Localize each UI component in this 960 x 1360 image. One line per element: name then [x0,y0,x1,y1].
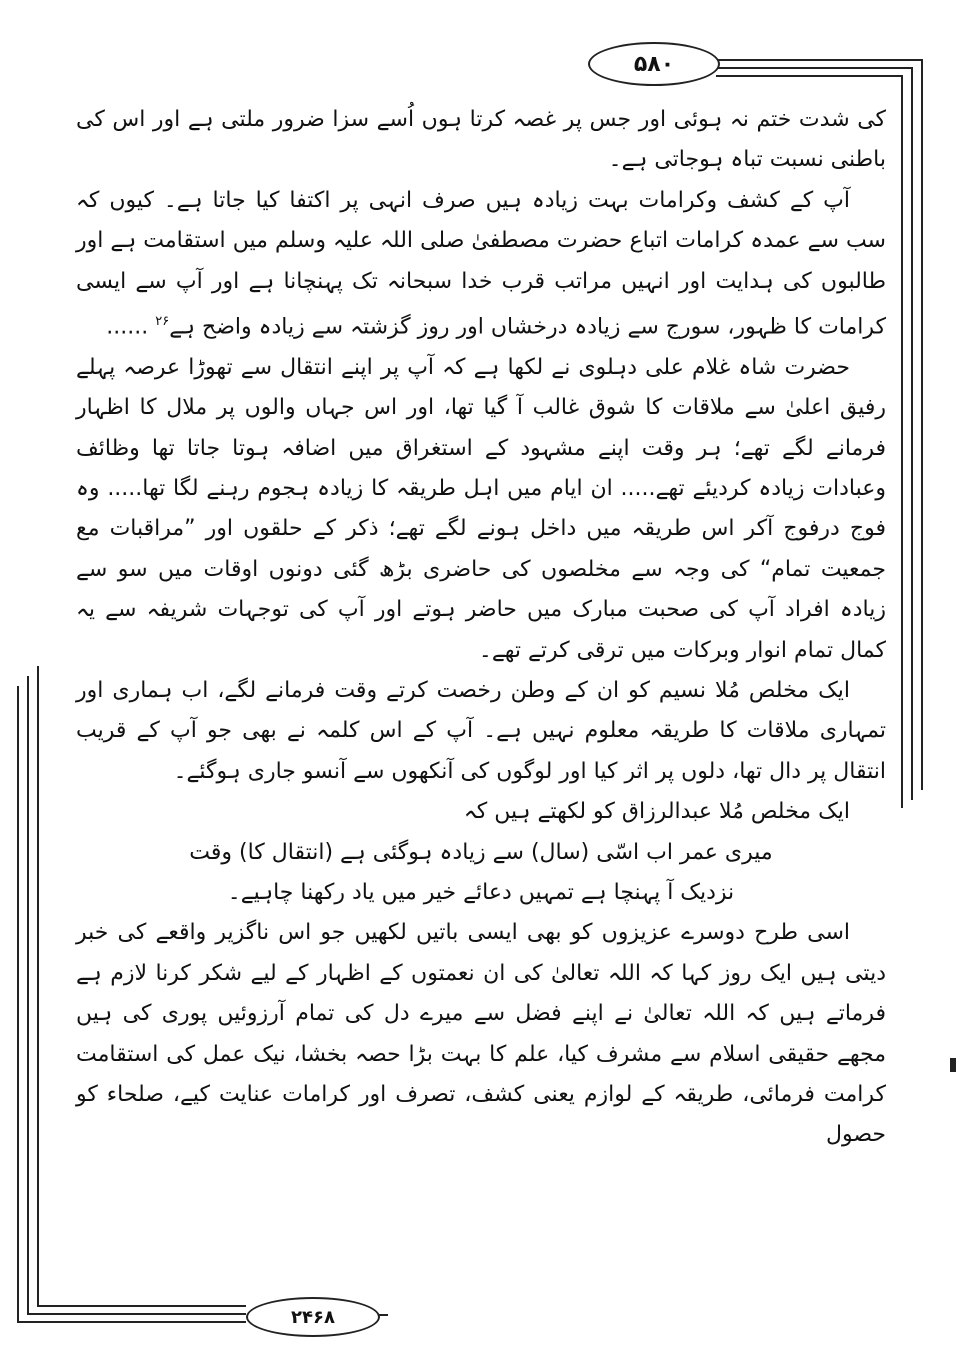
quote-line-2: نزدیک آ پہنچا ہے تمہیں دعائے خیر میں یاد رکھنا چاہیے۔ [227,880,735,906]
paragraph-shah-ghulam-ali: حضرت شاہ غلام علی دہلوی نے لکھا ہے کہ آپ پر اپنے انتقال سے تھوڑا عرصہ پہلے رفیق اعلیٰ سے ملاقات کا شوق غالب آ گیا تھا، اور اس جہاں والوں پر ملال کا اظہار فرمانے لگے تھے؛ ہر وقت اپنے مشہود کے استغراق میں اضافہ ہوتا جاتا تھا وظائف وعبادات زیادہ کردیئے تھے..... ان ایام میں اہل طریقہ کا زیادہ ہجوم رہنے لگا تھا..... وہ فوج درفوج آکر اس طریقہ میں داخل ہونے لگے تھے؛ ذکر کے حلقوں اور ”مراقبات مع جمعیت تمام“ کی وجہ سے مخلصوں کی حاضری بڑھ گئی دونوں اوقات میں سو سے زیادہ افراد آپ کی صحبت مبارک میں حاضر ہوتے اور آپ کی توجہات شریفہ سے یہ کمال تمام انوار وبرکات میں ترقی کرتے تھے۔ [76,354,886,663]
paragraph-karamat [76,181,886,348]
page-number-bottom: ۲۴۶۸ [246,1297,380,1337]
quote-line-1: میری عمر اب اسّی (سال) سے زیادہ ہوگئی ہے (انتقال کا) وقت [189,839,773,865]
paragraph-other-relatives: اسی طرح دوسرے عزیزوں کو بھی ایسی باتیں لکھیں جو اس ناگزیر واقعے کی خبر دیتی ہیں ایک روز کہا کہ اللہ تعالیٰ کی ان نعمتوں کے اظہار کے لیے شکر کرنا لازم ہے فرماتے ہیں کہ اللہ تعالیٰ نے اپنے فضل سے میرے دل کی تمام آرزوئیں پوری کی ہیں مجھے حقیقی اسلام سے مشرف کیا، علم کا بہت بڑا حصہ بخشا، نیک عمل کی استقامت کرامت فرمائی، طریقہ کے لوازم یعنی کشف، تصرف اور کرامات عنایت کیے، صلحاء کو حصول [76,920,886,1148]
document-body [76,100,886,1260]
footnote-reference: ۲۶ [155,314,170,330]
paragraph-karamat-text: آپ کے کشف وکرامات بہت زیادہ ہیں صرف انہی پر اکتفا کیا جاتا ہے۔ کیوں کہ سب سے عمدہ کرامات اتباع حضرت مصطفیٰ صلی اللہ علیہ وسلم میں استقامت ہے اور طالبوں کی ہدایت اور انہیں مراتب قرب خدا سبحانہ تک پہنچانا ہے اور آپ سے ایسی کرامات کا ظہور، سورج سے زیادہ درخشاں اور روز گزشتہ سے زیادہ واضح ہے [76,187,886,340]
page-number-top: ۵۸۰ [588,42,720,86]
paragraph-continuation: کی شدت ختم نہ ہوئی اور جس پر غصہ کرتا ہوں اُسے سزا ضرور ملتی ہے اور اس کی باطنی نسبت تباہ ہوجاتی ہے۔ [76,107,886,173]
ellipsis: ...... [106,314,149,340]
paragraph-mulla-naseem: ایک مخلص مُلا نسیم کو ان کے وطن رخصت کرتے وقت فرمانے لگے، اب ہماری اور تمہاری ملاقات کا طریقہ معلوم نہیں ہے۔ آپ کے اس کلمہ نے بھی جو آپ کے قریب انتقال پر دال تھا، دلوں پر اثر کیا اور لوگوں کی آنکھوں سے آنسو جاری ہوگئے۔ [76,678,886,784]
margin-mark [950,1058,956,1072]
paragraph-abdul-razzaq-intro: ایک مخلص مُلا عبدالرزاق کو لکھتے ہیں کہ [463,799,850,825]
